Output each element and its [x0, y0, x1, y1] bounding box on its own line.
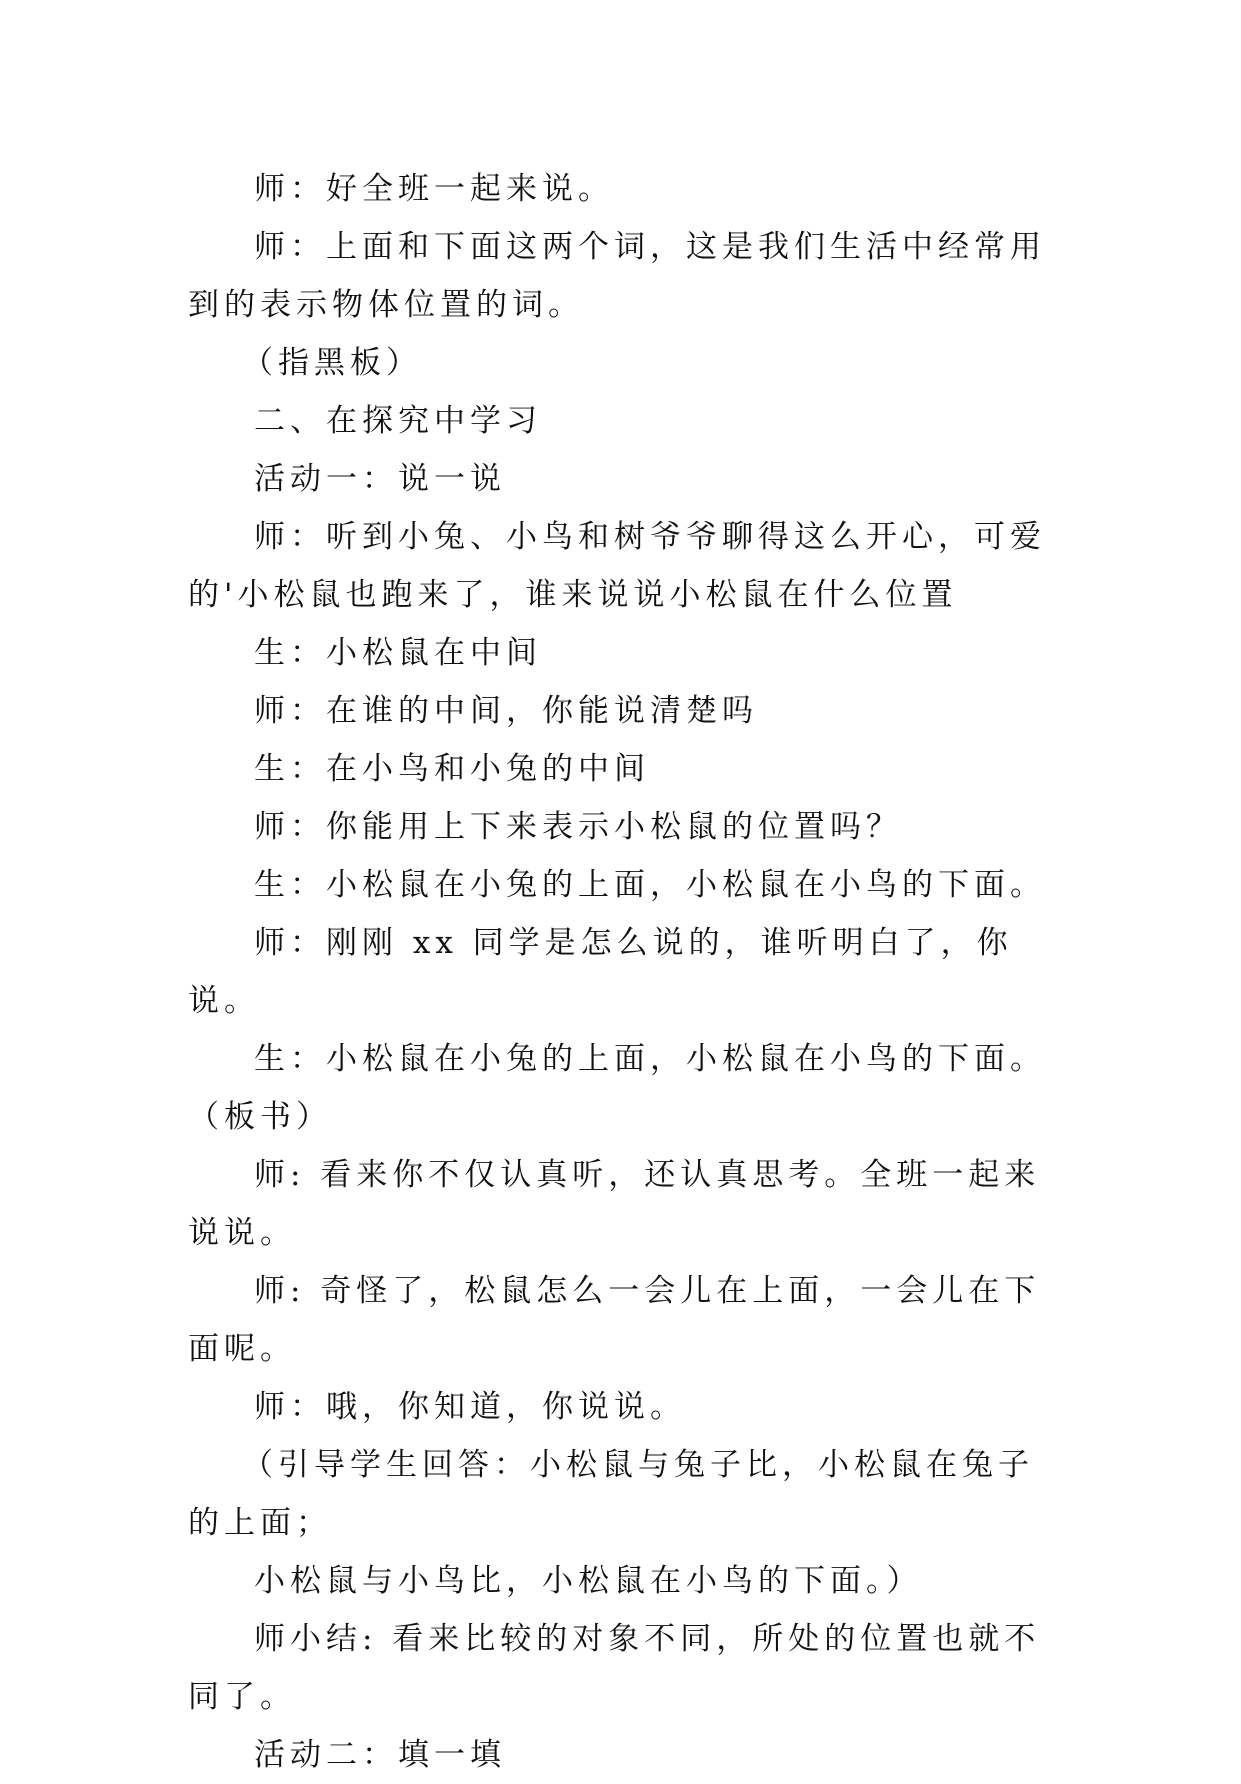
paragraph-student-middle: 生：小松鼠在中间 [254, 635, 542, 671]
paragraph-teacher-praise: 师: 看来你不仅认真听，还认真思考。全班一起来说说。 [188, 1157, 1041, 1251]
paragraph-teacher-you-know: 师：哦，你知道，你说说。 [254, 1389, 686, 1425]
paragraph-guide-answer-cont: 小松鼠与小鸟比，小松鼠在小鸟的下面。） [254, 1563, 923, 1599]
paragraph-guide-answer: （引导学生回答：小松鼠与兔子比，小松鼠在兔子的上面； [188, 1447, 1034, 1541]
paragraph-teacher-up-down: 师：你能用上下来表示小松鼠的位置吗？ [254, 809, 902, 845]
paragraph-point-blackboard: （指黑板） [242, 345, 422, 381]
document-body [188, 160, 1054, 1784]
activity-one-heading: 活动一：说一说 [254, 461, 506, 497]
paragraph-student-board: 生：小松鼠在小兔的上面，小松鼠在小鸟的下面。（板书） [188, 1041, 1046, 1135]
activity-two-heading: 活动二：填一填 [254, 1737, 506, 1773]
section-heading-explore: 二、在探究中学习 [254, 403, 542, 439]
paragraph-teacher-whose-middle: 师：在谁的中间，你能说清楚吗 [254, 693, 758, 729]
paragraph-teacher-repeat: 师：刚刚 xx 同学是怎么说的，谁听明白了，你说。 [188, 925, 1013, 1019]
paragraph-teacher-summary: 师小结: 看来比较的对象不同，所处的位置也就不同了。 [188, 1621, 1041, 1715]
paragraph-student-answer: 生：小松鼠在小兔的上面，小松鼠在小鸟的下面。 [254, 867, 1046, 903]
paragraph-teacher-class-say: 师：好全班一起来说。 [254, 171, 614, 207]
paragraph-squirrel-intro: 师：听到小兔、小鸟和树爷爷聊得这么开心，可爱的'小松鼠也跑来了，谁来说说小松鼠在什么位置 [188, 519, 1046, 613]
paragraph-student-bird-rabbit: 生：在小鸟和小兔的中间 [254, 751, 650, 787]
paragraph-teacher-strange: 师: 奇怪了，松鼠怎么一会儿在上面，一会儿在下面呢。 [188, 1273, 1041, 1367]
paragraph-position-words: 师：上面和下面这两个词，这是我们生活中经常用到的表示物体位置的词。 [188, 229, 1046, 323]
